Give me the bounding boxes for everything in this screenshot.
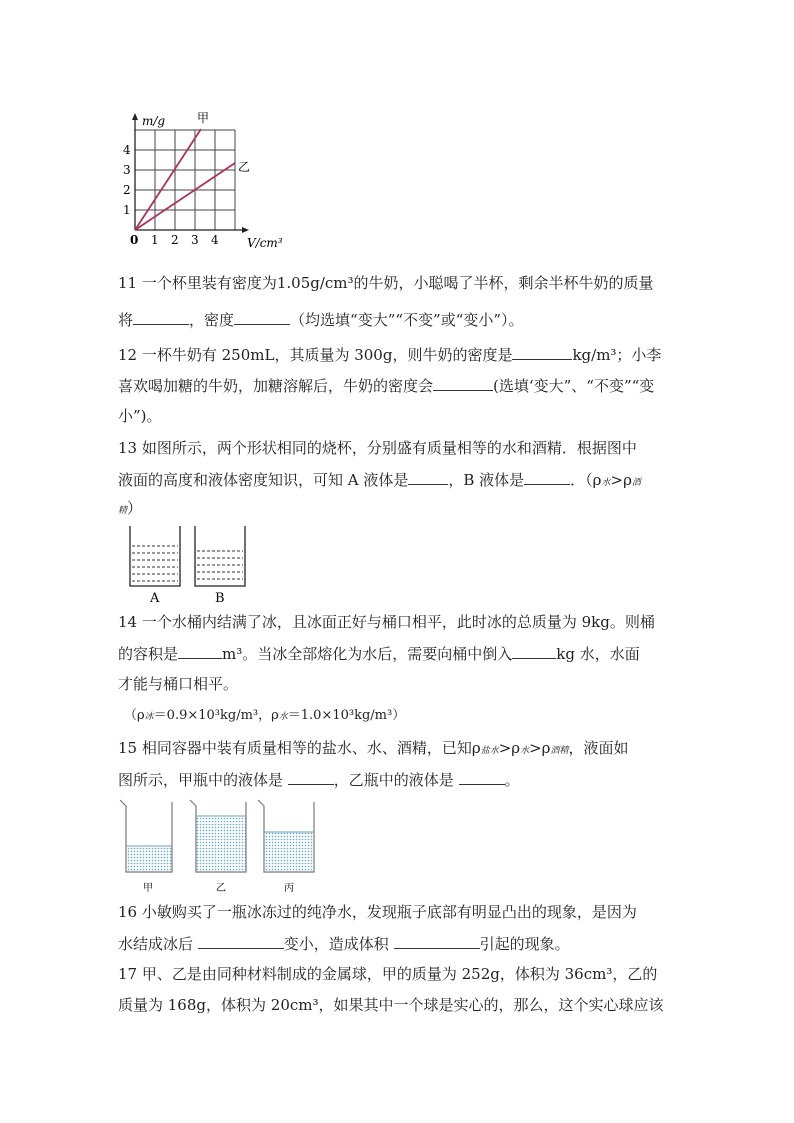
q13-text: ．（ρ [570, 471, 602, 489]
q11-line1: 11 一个杯里装有密度为1.05g/cm³的牛奶，小聪喝了半杯，剩余半杯牛奶的质量 [118, 274, 654, 292]
q15-text: >ρ [498, 739, 521, 757]
q15-text: >ρ [529, 739, 551, 757]
y-tick: 3 [123, 163, 131, 177]
container-bing-caption: 丙 [284, 883, 294, 894]
q15-sub: 水 [520, 746, 530, 756]
q12-text: (选填‘变大”、“不变”“变 [493, 377, 655, 395]
line-jia-label: 甲 [197, 111, 210, 125]
x-tick: 1 [151, 233, 159, 247]
liquid-yi [196, 816, 246, 872]
q15-sub: 酒精 [550, 746, 569, 756]
q14-line3: 才能与桶口相平。 [118, 675, 239, 693]
q11-line2 [118, 309, 524, 330]
q14-text: kg 水，水面 [556, 645, 640, 663]
q14-text: 的容积是 [118, 645, 179, 663]
line-yi-label: 乙 [238, 160, 251, 174]
liquid-bing [264, 832, 314, 872]
q11-blank-density[interactable] [234, 309, 290, 325]
y-axis-label: m/g [142, 114, 166, 128]
q12-line1 [118, 344, 661, 365]
q11-text: （均选填“变大”“不变”或“变小”）。 [290, 311, 524, 329]
y-tick: 1 [123, 203, 131, 217]
q16-text: 水结成冰后 [118, 935, 194, 953]
q13-text: ，B 液体是 [448, 471, 525, 489]
y-tick: 4 [123, 143, 131, 157]
q13-text: 液面的高度和液体密度知识，可知 A 液体是 [118, 471, 409, 489]
q15-blank-yi[interactable] [459, 769, 505, 785]
containers-figure [112, 796, 332, 896]
q13-sub: 水 [601, 478, 611, 488]
q13-text: ） [127, 499, 143, 517]
beaker-b-label: B [215, 591, 225, 606]
q12-blank-density[interactable] [512, 344, 572, 360]
x-tick: 3 [191, 233, 199, 247]
q17-line1: 17 甲、乙是由同种材料制成的金属球，甲的质量为 252g，体积为 36cm³，乙的 [118, 965, 658, 983]
q14-line4 [124, 706, 405, 727]
q15-text: 15 相同容器中装有质量相等的盐水、水、酒精，已知ρ [118, 739, 481, 757]
q15-blank-jia[interactable] [288, 769, 334, 785]
q14-text: ＝1.0×10³kg/m³） [287, 708, 406, 723]
q13-sub: 酒 [631, 478, 641, 488]
x-tick: 4 [211, 233, 219, 247]
q16-text: 引起的现象。 [479, 935, 570, 953]
q14-text: m³。当冰全部熔化为水后，需要向桶中倒入 [222, 645, 513, 663]
q16-line2 [118, 933, 570, 954]
q12-line3: 小”)。 [118, 407, 162, 425]
container-jia-caption: 甲 [143, 883, 153, 894]
line-yi [135, 163, 235, 230]
q11-text: 将 [118, 311, 134, 329]
q13-blank-b[interactable] [524, 469, 570, 485]
q15-text: ，液面如 [568, 739, 629, 757]
q12-text: kg/m³；小李 [572, 346, 662, 364]
q17-line2: 质量为 168g，体积为 20cm³，如果其中一个球是实心的，那么，这个实心球应该 [118, 996, 664, 1014]
q14-sub: 水 [278, 712, 288, 722]
q15-line2 [118, 769, 520, 790]
q12-blank-change[interactable] [433, 375, 493, 391]
q14-line2 [118, 643, 640, 664]
q13-line1: 13 如图所示，两个形状相同的烧杯，分别盛有质量相等的水和酒精．根据图中 [118, 439, 637, 457]
q14-line1: 14 一个水桶内结满了冰，且冰面正好与桶口相平，此时冰的总质量为 9kg。则桶 [118, 613, 655, 631]
q15-text: ，乙瓶中的液体是 [333, 771, 454, 789]
q13-blank-a[interactable] [408, 469, 448, 485]
q14-text: ＝0.9×10³kg/m³，ρ [153, 708, 279, 723]
q13-text: >ρ [610, 471, 632, 489]
q13-sub: 精 [118, 506, 128, 516]
q13-line3 [118, 498, 142, 521]
q11-text: ，密度 [189, 311, 235, 329]
beaker-a-label: A [150, 591, 160, 606]
q16-line1: 16 小敏购买了一瓶冰冻过的纯净水，发现瓶子底部有明显凸出的现象，是因为 [118, 903, 637, 921]
mass-volume-graph [115, 105, 295, 255]
x-tick: 2 [171, 233, 179, 247]
x-axis-label: V/cm³ [247, 236, 283, 250]
x-tick: 0 [130, 233, 139, 247]
liquid-jia [126, 846, 172, 872]
q16-blank-density[interactable] [198, 933, 284, 949]
q16-blank-volume[interactable] [394, 933, 480, 949]
line-jia [135, 129, 201, 230]
q15-sub: 盐水 [480, 746, 499, 756]
y-tick: 2 [123, 183, 131, 197]
q15-line1 [118, 738, 629, 761]
container-yi-caption: 乙 [216, 883, 226, 894]
q16-text: 变小，造成体积 [283, 935, 389, 953]
q15-text: 。 [504, 771, 520, 789]
q11-blank-mass[interactable] [133, 309, 189, 325]
q13-line2 [118, 469, 641, 493]
q14-sub: 冰 [144, 712, 154, 722]
q12-text: 喜欢喝加糖的牛奶，加糖溶解后，牛奶的密度会 [118, 377, 434, 395]
q14-text: （ρ [124, 708, 145, 723]
beakers-ab-figure [122, 522, 252, 606]
q12-text: 12 一杯牛奶有 250mL，其质量为 300g，则牛奶的密度是 [118, 346, 513, 364]
q14-blank-volume[interactable] [178, 643, 222, 659]
q14-blank-water[interactable] [512, 643, 556, 659]
q15-text: 图所示，甲瓶中的液体是 [118, 771, 284, 789]
q12-line2 [118, 375, 654, 396]
